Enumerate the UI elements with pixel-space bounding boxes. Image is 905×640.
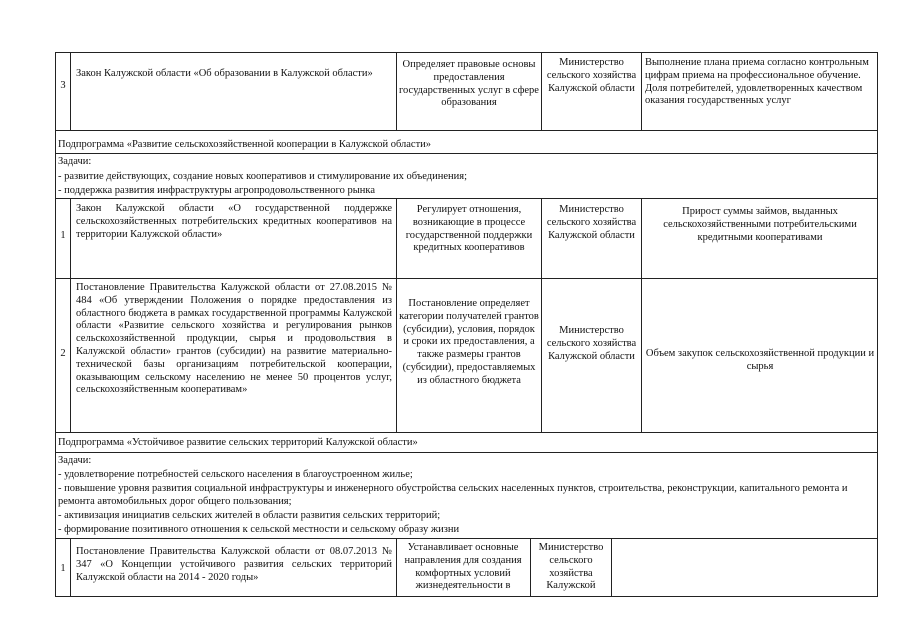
rule xyxy=(55,130,878,131)
act-description: Устанавливает основные направления для создания комфортных условий жизнедеятельности в xyxy=(404,542,522,592)
rule xyxy=(55,52,878,53)
act-description: Постановление определяет категории получателей грантов (субсидии), условия, порядок и сроки их предоставления, а также размеры грантов (субсидии), предоставляемых из областного бюджета xyxy=(399,298,539,386)
rule xyxy=(541,198,542,432)
rule xyxy=(877,52,878,596)
act-description: Определяет правовые основы предоставления государственных услуг в сфере образования xyxy=(399,59,539,109)
rule xyxy=(55,596,878,597)
rule xyxy=(396,52,397,130)
task-item: - развитие действующих, создание новых кооперативов и стимулирование их объединения; xyxy=(58,171,467,182)
rule xyxy=(55,432,878,433)
row-number: 1 xyxy=(60,230,66,241)
rule xyxy=(55,452,878,453)
row-number: 3 xyxy=(60,80,66,91)
rule xyxy=(70,538,71,596)
rule xyxy=(55,153,878,154)
rule xyxy=(70,198,71,432)
row-number: 1 xyxy=(60,563,66,574)
responsible-body: Министерство сельского хозяйства Калужской области xyxy=(546,325,637,362)
task-item: - поддержка развития инфраструктуры агропродовольственного рынка xyxy=(58,185,375,196)
task-item: - удовлетворение потребностей сельского населения в благоустроенном жилье; xyxy=(58,469,413,480)
rule xyxy=(541,52,542,130)
rule xyxy=(530,538,531,596)
subprogram-title: Подпрограмма «Развитие сельскохозяйственной кооперации в Калужской области» xyxy=(58,139,432,150)
task-item: - формирование позитивного отношения к сельской местности и сельскому образу жизни xyxy=(58,524,460,535)
rule xyxy=(55,52,56,596)
task-item: - повышение уровня развития социальной инфраструктуры и инженерного обустройства сельских населенных пунктов, строительства, реконструкции, капитального ремонта и ремонта автомобильных дорог общего пользования; xyxy=(58,483,848,507)
act-name: Закон Калужской области «О государственной поддержке сельскохозяйственных потребительских кредитных кооперативов на территории Калужской области» xyxy=(76,203,392,240)
task-item: - активизация инициатив сельских жителей в области развития сельских территорий; xyxy=(58,510,441,521)
indicator: Прирост суммы займов, выданных сельскохозяйственными потребительскими кредитными кооперативами xyxy=(663,206,857,243)
responsible-body: Министерство сельского хозяйства Калужской xyxy=(538,542,604,592)
rule xyxy=(396,198,397,432)
rule xyxy=(396,538,397,596)
responsible-body: Министерство сельского хозяйства Калужской области xyxy=(546,204,637,241)
act-name: Постановление Правительства Калужской области от 27.08.2015 № 484 «Об утверждении Положения о порядке предоставления из областного бюджета в рамках государственной программы Калужской области «Развитие сельского хозяйства и регулирования рынков сельскохозяйственной продукции, сырья и продовольствия в Калужской области» грантов (субсидии) на развитие материально-технической базы организациям потребительской кооперации, оказывающим сельскому населению не менее 50 процентов услуг, сельскохозяйственным кооперативам» xyxy=(76,282,392,396)
rule xyxy=(55,278,878,279)
row-number: 2 xyxy=(60,348,66,359)
subprogram-title: Подпрограмма «Устойчивое развитие сельских территорий Калужской области» xyxy=(58,437,418,448)
act-name: Закон Калужской области «Об образовании в Калужской области» xyxy=(76,68,373,79)
rule xyxy=(611,538,612,596)
tasks-heading: Задачи: xyxy=(58,455,92,466)
act-name: Постановление Правительства Калужской области от 08.07.2013 № 347 «О Концепции устойчивого развития сельских территорий Калужской области на 2014 - 2020 годы» xyxy=(76,546,392,583)
responsible-body: Министерство сельского хозяйства Калужской области xyxy=(546,57,637,94)
rule xyxy=(641,198,642,432)
indicator: Объем закупок сельскохозяйственной продукции и сырья xyxy=(645,348,875,372)
rule xyxy=(55,538,878,539)
rule xyxy=(70,52,71,130)
rule xyxy=(641,52,642,130)
tasks-heading: Задачи: xyxy=(58,156,92,167)
rule xyxy=(55,198,878,199)
indicator: Выполнение плана приема согласно контрольным цифрам приема на профессиональное обучение. Доля потребителей, удовлетворенных качеством оказания государственных услуг xyxy=(645,57,869,107)
act-description: Регулирует отношения, возникающие в процессе государственной поддержки кредитных кооперативов xyxy=(405,204,533,254)
